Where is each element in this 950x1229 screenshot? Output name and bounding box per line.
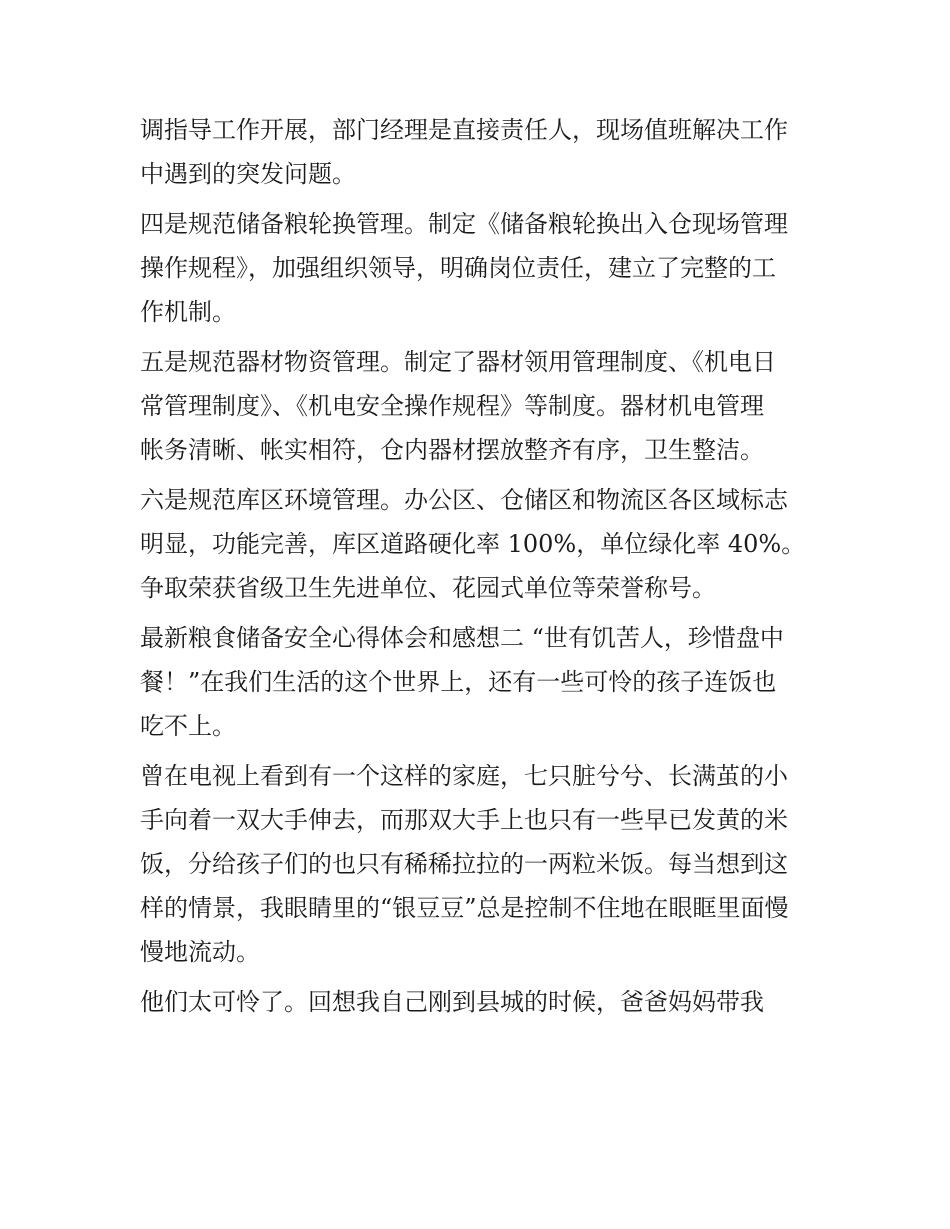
text-line: 五是规范器材物资管理。制定了器材领用管理制度、《机电日 (140, 348, 776, 376)
text-line: 手向着一双大手伸去，而那双大手上也只有一些早已发黄的米 (140, 806, 788, 834)
text-line: 作机制。 (140, 298, 236, 326)
text-line: 明显，功能完善，库区道路硬化率 100%，单位绿化率 40%。 (140, 530, 806, 558)
text-line: 吃不上。 (140, 712, 236, 740)
text-line: 四是规范储备粮轮换管理。制定《储备粮轮换出入仓现场管理 (140, 210, 788, 238)
text-line: 慢地流动。 (140, 938, 260, 966)
paragraph-6 (140, 754, 820, 974)
text-line: 争取荣获省级卫生先进单位、花园式单位等荣誉称号。 (140, 574, 716, 602)
text-line: 六是规范库区环境管理。办公区、仓储区和物流区各区域标志 (140, 486, 788, 514)
paragraph-5 (140, 616, 820, 748)
paragraph-4 (140, 478, 820, 610)
paragraph-3 (140, 340, 820, 472)
text-line: 样的情景，我眼睛里的“银豆豆”总是控制不住地在眼眶里面慢 (140, 894, 789, 922)
text-line: 饭，分给孩子们的也只有稀稀拉拉的一两粒米饭。每当想到这 (140, 850, 788, 878)
text-line: 帐务清晰、帐实相符，仓内器材摆放整齐有序，卫生整洁。 (140, 436, 764, 464)
text-line: 调指导工作开展，部门经理是直接责任人，现场值班解决工作 (140, 116, 788, 144)
text-line: 餐！”在我们生活的这个世界上，还有一些可怜的孩子连饭也 (140, 668, 777, 696)
text-line: 曾在电视上看到有一个这样的家庭，七只脏兮兮、长满茧的小 (140, 762, 788, 790)
text-line: 操作规程》，加强组织领导，明确岗位责任，建立了完整的工 (140, 254, 776, 282)
paragraph-2 (140, 202, 820, 334)
paragraph-7 (140, 980, 820, 1024)
text-line: 中遇到的突发问题。 (140, 160, 356, 188)
text-line: 他们太可怜了。回想我自己刚到县城的时候，爸爸妈妈带我 (140, 988, 764, 1016)
document-body (140, 108, 820, 1024)
text-line: 常管理制度》、《机电安全操作规程》等制度。器材机电管理 (140, 392, 764, 420)
paragraph-1 (140, 108, 820, 196)
text-line: 最新粮食储备安全心得体会和感想二 “世有饥苦人，珍惜盘中 (140, 624, 784, 652)
